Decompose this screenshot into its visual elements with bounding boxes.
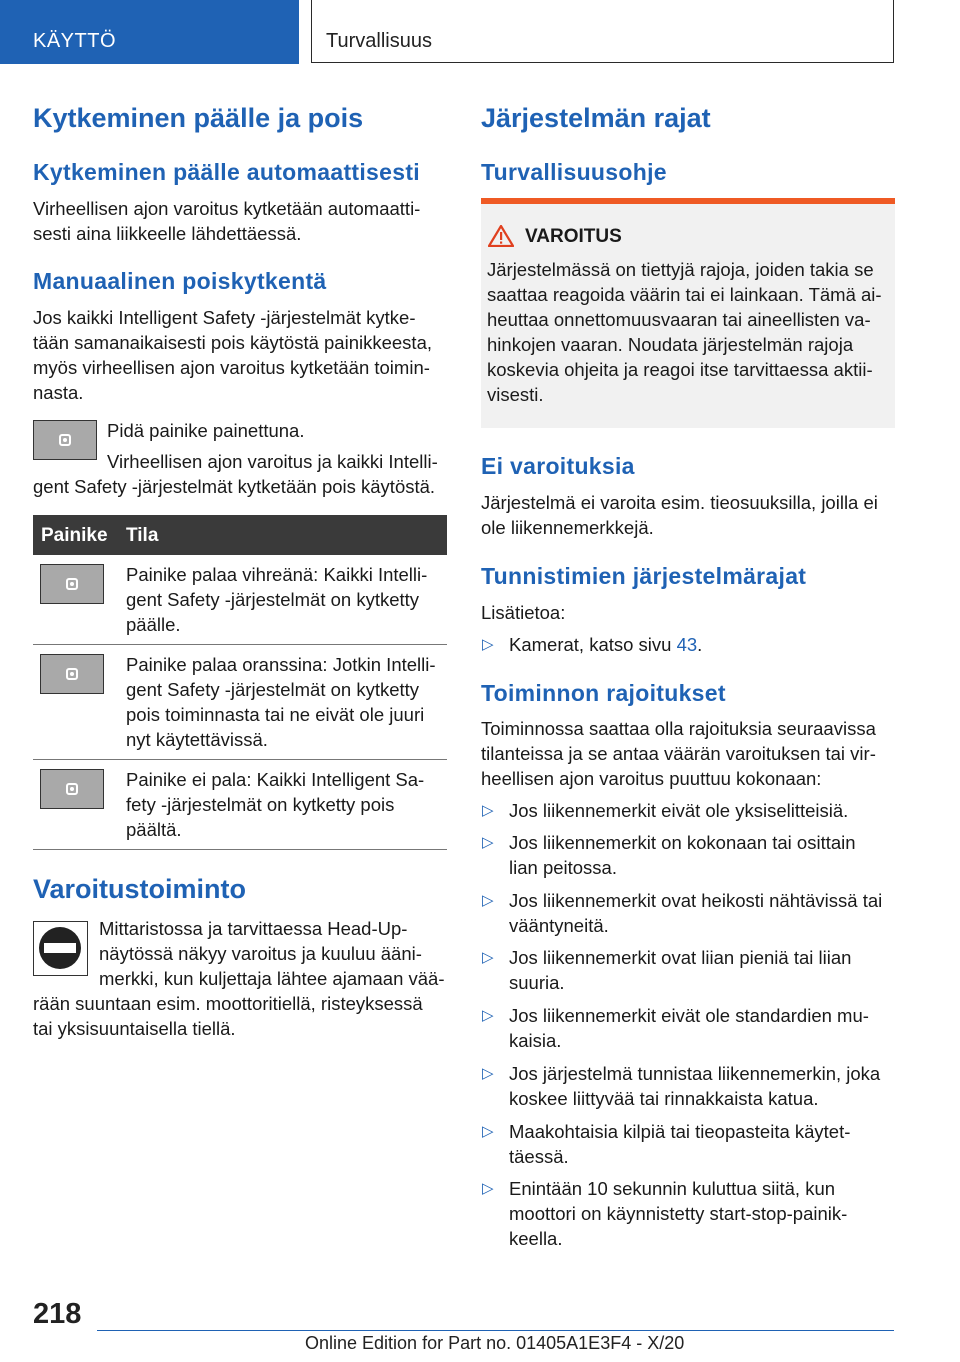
bullet-marker: ▷ <box>482 1065 494 1082</box>
safety-button-green-icon <box>40 564 104 604</box>
heading-system-limits: Järjestelmän rajat <box>481 103 711 133</box>
fl-text-3: heellisen ajon varoitus puuttuu kokonaan: <box>481 768 822 789</box>
list-item-text: keella. <box>509 1228 563 1249</box>
bullet-marker: ▷ <box>482 1180 494 1197</box>
list-item-text: suuria. <box>509 972 565 993</box>
wf-text-2: näytössä näkyy varoitus ja kuuluu ääni- <box>99 943 422 964</box>
heading-on-off: Kytkeminen päälle ja pois <box>33 103 364 133</box>
section-tab <box>0 0 299 64</box>
list-item-text: lian peitossa. <box>509 857 617 878</box>
page-link-43[interactable]: 43 <box>676 634 698 655</box>
col-header-state: Tila <box>126 525 159 546</box>
warning-text-4: hinkojen vaaran. Noudata järjestelmän rajoja <box>487 334 854 355</box>
bullet-marker: ▷ <box>482 834 494 851</box>
list-item-text: Jos liikennemerkit ovat liian pieniä tai liian <box>509 947 852 968</box>
press-instruction: Pidä painike painettuna. <box>107 420 305 441</box>
manual-text-2: tään samanaikaisesti pois käytöstä painikkeesta, <box>33 332 432 353</box>
bullet-marker: ▷ <box>482 802 494 819</box>
camera-ref-end: . <box>697 634 703 655</box>
heading-manual-off: Manuaalinen poiskytkentä <box>33 268 327 294</box>
warning-text-1: Järjestelmässä on tiettyjä rajoja, joiden takia se <box>487 259 874 280</box>
col-header-button: Painike <box>41 525 108 546</box>
row-text: päältä. <box>126 819 182 840</box>
row-divider <box>33 759 447 760</box>
heading-auto-on: Kytkeminen päälle automaattisesti <box>33 159 420 185</box>
heading-function-limits: Toiminnon rajoitukset <box>481 680 726 706</box>
heading-no-warnings: Ei varoituksia <box>481 453 635 479</box>
list-item-text: moottori on käynnistetty start-stop-painik- <box>509 1203 848 1224</box>
warning-text-2: saattaa reagoida väärin tai ei lainkaan. Tämä ai- <box>487 284 882 305</box>
manual-text-1: Jos kaikki Intelligent Safety -järjestelmät kytke- <box>33 307 416 328</box>
warning-text-6: visesti. <box>487 384 544 405</box>
row-text: fety -järjestelmät on kytketty pois <box>126 794 395 815</box>
list-item-text: Jos järjestelmä tunnistaa liikennemerkin, joka <box>509 1063 881 1084</box>
bullet-marker: ▷ <box>482 636 494 653</box>
list-item-text: Jos liikennemerkit eivät ole standardien mu- <box>509 1005 869 1026</box>
row-divider <box>33 644 447 645</box>
row-text: Painike palaa oranssina: Jotkin Intelli- <box>126 654 436 675</box>
manual-text-3: myös virheellisen ajon varoitus kytketään toimin- <box>33 357 430 378</box>
list-item-text: kaisia. <box>509 1030 562 1051</box>
row-text: nyt käytettävissä. <box>126 729 268 750</box>
list-item-text: Jos liikennemerkit on kokonaan tai osittain <box>509 832 856 853</box>
nw-text-2: ole liikennemerkkejä. <box>481 517 654 538</box>
nw-text-1: Järjestelmä ei varoita esim. tieosuuksilla, joilla ei <box>481 492 878 513</box>
auto-text-1: Virheellisen ajon varoitus kytketään automaatti- <box>33 198 421 219</box>
footer-divider <box>97 1330 894 1331</box>
list-item-text: Enintään 10 sekunnin kuluttua siitä, kun <box>509 1178 836 1199</box>
bullet-marker: ▷ <box>482 892 494 909</box>
safety-button-orange-icon <box>40 654 104 694</box>
row-text: Painike ei pala: Kaikki Intelligent Sa- <box>126 769 425 790</box>
fl-text-2: tilanteissa ja se antaa väärän varoituksen tai vir- <box>481 743 876 764</box>
heading-sensor-limits: Tunnistimien järjestelmärajat <box>481 563 807 589</box>
manual-text-4: nasta. <box>33 382 84 403</box>
row-divider <box>33 849 447 850</box>
camera-ref-text: Kamerat, katso sivu <box>509 634 677 655</box>
press-result-2: gent Safety -järjestelmät kytketään pois käytöstä. <box>33 476 436 497</box>
page-number: 218 <box>33 1298 82 1330</box>
list-item-text: Jos liikennemerkit ovat heikosti nähtävissä tai <box>509 890 883 911</box>
list-item-text: koskee liittyvää tai rinnakkaista katua. <box>509 1088 819 1109</box>
warning-text-5: koskevia ohjeita ja reagoi itse tarvittaessa aktii- <box>487 359 873 380</box>
heading-safety-note: Turvallisuusohje <box>481 159 667 185</box>
wf-text-3: merkki, kun kuljettaja lähtee ajamaan vää- <box>99 968 445 989</box>
fl-text-1: Toiminnossa saattaa olla rajoituksia seuraavissa <box>481 718 876 739</box>
safety-button-icon <box>33 420 97 460</box>
bullet-marker: ▷ <box>482 1123 494 1140</box>
press-result-1: Virheellisen ajon varoitus ja kaikki Intelli- <box>107 451 438 472</box>
edition-info: Online Edition for Part no. 01405A1E3F4 - X/20 <box>305 1333 685 1353</box>
camera-ref <box>509 632 702 658</box>
list-item-text: vääntyneitä. <box>509 915 609 936</box>
wf-text-4: rään suuntaan esim. moottoritiellä, risteyksessä <box>33 993 423 1014</box>
row-text: gent Safety -järjestelmät on kytketty <box>126 679 420 700</box>
section-title: KÄYTTÖ <box>33 30 117 52</box>
warning-text-3: heuttaa onnettomuusvaaran tai aineellisten va- <box>487 309 871 330</box>
chapter-tab <box>311 0 894 63</box>
safety-button-off-icon <box>40 769 104 809</box>
list-item-text: Maakohtaisia kilpiä tai tieopasteita käytet- <box>509 1121 851 1142</box>
auto-text-2: sesti aina liikkeelle lähdettäessä. <box>33 223 302 244</box>
table-header <box>33 515 447 555</box>
row-text: Painike palaa vihreänä: Kaikki Intelli- <box>126 564 428 585</box>
chapter-title: Turvallisuus <box>326 30 432 52</box>
row-text: pois toiminnasta tai ne eivät ole juuri <box>126 704 425 725</box>
list-item-text: Jos liikennemerkit eivät ole yksiselitteisiä. <box>509 800 849 821</box>
no-entry-icon <box>33 921 88 976</box>
wf-text-5: tai yksisuuntaisella tiellä. <box>33 1018 236 1039</box>
warning-triangle-icon <box>488 225 514 247</box>
bullet-marker: ▷ <box>482 1007 494 1024</box>
more-info-label: Lisätietoa: <box>481 602 566 623</box>
wf-text-1: Mittaristossa ja tarvittaessa Head-Up- <box>99 918 408 939</box>
warning-title: VAROITUS <box>525 226 622 247</box>
list-item-text: täessä. <box>509 1146 569 1167</box>
row-text: päälle. <box>126 614 181 635</box>
row-text: gent Safety -järjestelmät on kytketty <box>126 589 420 610</box>
bullet-marker: ▷ <box>482 949 494 966</box>
heading-warning-function: Varoitustoiminto <box>33 874 247 904</box>
